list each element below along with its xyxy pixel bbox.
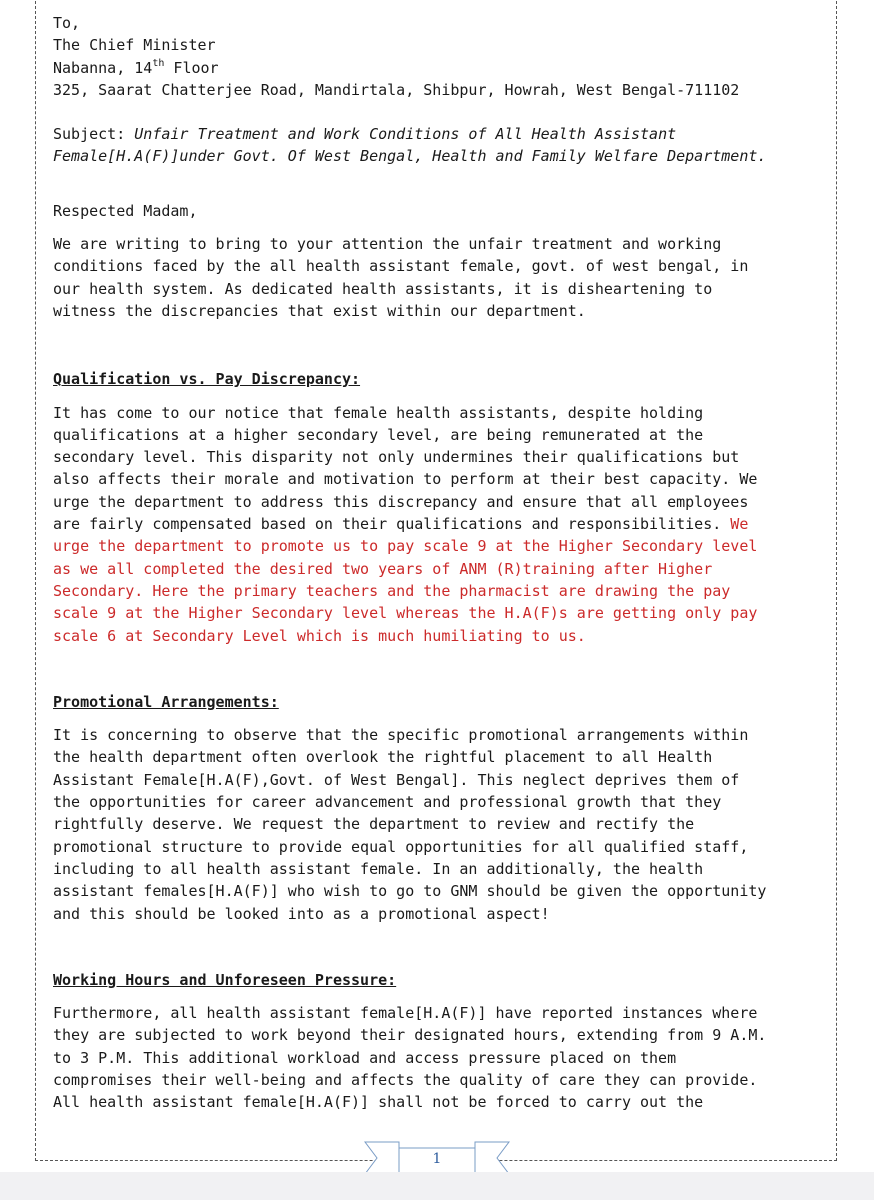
letter-body <box>53 12 833 1114</box>
subject-label: Subject: <box>53 125 135 144</box>
viewer-bottom-strip <box>0 1172 874 1200</box>
paragraph-line: they are subjected to work beyond their designated hours, extending from 9 A.M. <box>53 1026 767 1045</box>
address-building: Nabanna, 14th Floor <box>53 57 219 77</box>
section-working-hours <box>53 969 833 1114</box>
section-heading: Working Hours and Unforeseen Pressure: <box>53 970 397 989</box>
paragraph-line: to 3 P.M. This additional workload and access pressure placed on them <box>53 1048 677 1067</box>
paragraph-line: promotional structure to provide equal opportunities for all qualified staff, <box>53 837 749 856</box>
page-number: 1 <box>432 1151 442 1167</box>
paragraph-line: also affects their morale and motivation to perform at their best capacity. We <box>53 470 758 489</box>
paragraph-line-mixed: are fairly compensated based on their qualifications and responsibilities. We <box>53 515 749 534</box>
address-block <box>53 12 833 101</box>
highlight-line: scale 6 at Secondary Level which is much humiliating to us. <box>53 626 586 645</box>
paragraph-line: assistant females[H.A(F)] who wish to go to GNM should be given the opportunity <box>53 882 767 901</box>
intro-line: our health system. As dedicated health assistants, it is disheartening to <box>53 279 713 298</box>
paragraph-line: All health assistant female[H.A(F)] shall not be forced to carry out the <box>53 1093 704 1112</box>
paragraph-line: Assistant Female[H.A(F),Govt. of West Bengal]. This neglect deprives them of <box>53 770 740 789</box>
address-title: The Chief Minister <box>53 36 216 55</box>
paragraph-line: urge the department to address this discrepancy and ensure that all employees <box>53 492 749 511</box>
paragraph-line: the opportunities for career advancement and professional growth that they <box>53 793 722 812</box>
paragraph-line: the health department often overlook the rightful placement to all Health <box>53 748 713 767</box>
paragraph-line: Furthermore, all health assistant female[H.A(F)] have reported instances where <box>53 1004 758 1023</box>
highlight-line: Secondary. Here the primary teachers and the pharmacist are drawing the pay <box>53 581 731 600</box>
intro-paragraph <box>53 233 833 322</box>
paragraph-line: It has come to our notice that female health assistants, despite holding <box>53 403 704 422</box>
paragraph-line: secondary level. This disparity not only undermines their qualifications but <box>53 448 740 467</box>
intro-line: conditions faced by the all health assistant female, govt. of west bengal, in <box>53 257 749 276</box>
highlight-text: We <box>721 515 749 534</box>
subject-line-1: Subject: Unfair Treatment and Work Conditions of All Health Assistant <box>53 125 677 144</box>
paragraph-line: rightfully deserve. We request the department to review and rectify the <box>53 815 695 834</box>
highlight-line: as we all completed the desired two years of ANM (R)training after Higher <box>53 559 713 578</box>
intro-line: We are writing to bring to your attention the unfair treatment and working <box>53 235 722 254</box>
section-promotional-arrangements <box>53 691 833 925</box>
salutation: Respected Madam, <box>53 201 198 220</box>
paragraph-line: It is concerning to observe that the specific promotional arrangements within <box>53 726 749 745</box>
subject-line-2: Female[H.A(F)]under Govt. Of West Bengal, Health and Family Welfare Department. <box>53 147 767 166</box>
address-to: To, <box>53 14 81 32</box>
highlight-line: urge the department to promote us to pay scale 9 at the Higher Secondary level <box>53 537 758 556</box>
section-heading: Promotional Arrangements: <box>53 692 279 711</box>
address-street: 325, Saarat Chatterjee Road, Mandirtala, Shibpur, Howrah, West Bengal-711102 <box>53 80 740 99</box>
paragraph-line: qualifications at a higher secondary level, are being remunerated at the <box>53 425 704 444</box>
subject-block <box>53 123 833 168</box>
paragraph-line: and this should be looked into as a promotional aspect! <box>53 904 550 923</box>
section-pay-discrepancy <box>53 368 833 647</box>
paragraph-line: compromises their well-being and affects the quality of care they can provide. <box>53 1070 758 1089</box>
paragraph-line: including to all health assistant female. In an additionally, the health <box>53 859 704 878</box>
intro-line: witness the discrepancies that exist within our department. <box>53 301 586 320</box>
section-heading: Qualification vs. Pay Discrepancy: <box>53 370 361 389</box>
highlight-line: scale 9 at the Higher Secondary level whereas the H.A(F)s are getting only pay <box>53 604 758 623</box>
